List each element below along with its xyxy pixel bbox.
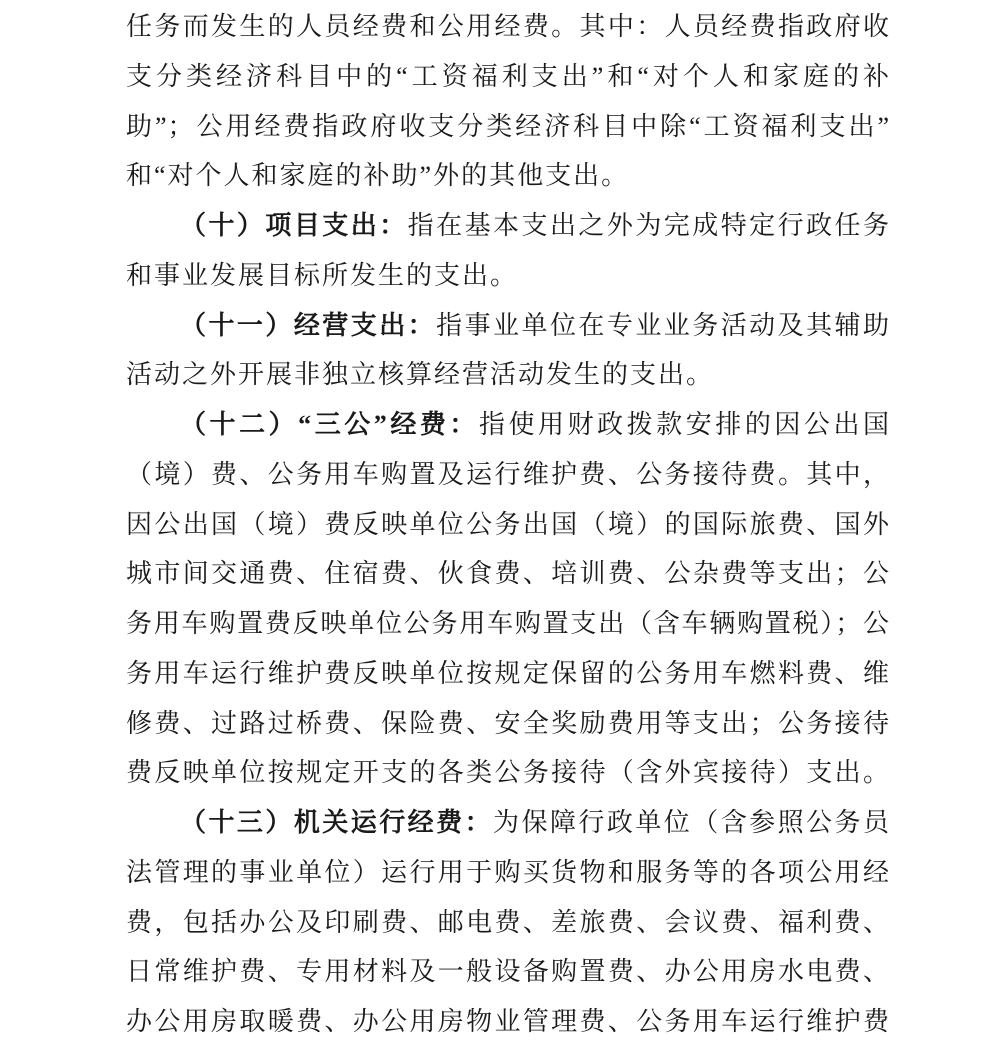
text-line [126,350,890,400]
body-text-run: 指使用财政拨款安排的因公出国 [478,410,890,439]
body-text-run: 修费、过路过桥费、保险费、安全奖励费用等支出；公务接待 [126,708,890,738]
body-text-run: 指事业单位在专业业务活动及其辅助 [436,310,890,340]
text-line [126,848,890,898]
body-text-run: 活动之外开展非独立核算经营活动发生的支出。 [126,360,715,390]
text-line [126,997,890,1047]
body-text-run: 助”；公用经费指政府收支分类经济科目中除“工资福利支出” [126,111,890,141]
text-line [126,151,890,201]
body-text-run: 因公出国（境）费反映单位公务出国（境）的国际旅费、国外 [126,509,890,539]
text-line [126,798,890,848]
text-line [126,102,890,152]
text-line [126,201,890,251]
body-text-run: 办公用房取暖费、办公用房物业管理费、公务用车运行维护费 [126,1007,890,1036]
body-text-run: 费，包括办公及印刷费、邮电费、差旅费、会议费、福利费、 [126,907,890,937]
body-text-run: 日常维护费、专用材料及一般设备购置费、办公用房水电费、 [126,957,890,987]
body-text-run: 务用车购置费反映单位公务用车购置支出（含车辆购置税）；公 [126,609,890,638]
text-line [126,898,890,948]
text-line [126,301,890,351]
body-text-run: 法管理的事业单位）运行用于购买货物和服务等的各项公用经 [126,857,890,887]
text-line [126,500,890,550]
text-line [126,2,890,52]
body-text-run: 支分类经济科目中的“工资福利支出”和“对个人和家庭的补 [126,61,890,91]
body-text-run: 费反映单位按规定开支的各类公务接待（含外宾接待）支出。 [126,758,890,788]
body-text-run: 指在基本支出之外为完成特定行政任务 [407,211,890,240]
text-line [126,450,890,500]
clause-heading-run: （十三）机关运行经费： [180,808,494,837]
text-line [126,52,890,102]
body-text-run: （境）费、公务用车购置及运行维护费、公务接待费。其中， [126,459,890,489]
clause-heading-run: （十）项目支出： [180,211,408,240]
text-line [126,947,890,997]
body-text-run: 为保障行政单位（含参照公务员 [493,808,890,837]
body-text-run: 城市间交通费、住宿费、伙食费、培训费、公杂费等支出；公 [126,559,890,589]
text-line [126,400,890,450]
text-line [126,251,890,301]
text-line [126,599,890,649]
body-text-run: 和事业发展目标所发生的支出。 [126,260,519,290]
body-text-run: 和“对个人和家庭的补助”外的其他支出。 [126,161,630,191]
body-text-run: 任务而发生的人员经费和公用经费。其中：人员经费指政府收 [126,12,890,41]
text-line [126,748,890,798]
text-line [126,649,890,699]
body-text-run: 务用车运行维护费反映单位按规定保留的公务用车燃料费、维 [126,658,890,688]
document-text-block [126,2,890,1047]
clause-heading-run: （十一）经营支出： [180,310,437,340]
text-line [126,699,890,749]
clause-heading-run: （十二）“三公”经费： [180,410,479,439]
text-line [126,549,890,599]
